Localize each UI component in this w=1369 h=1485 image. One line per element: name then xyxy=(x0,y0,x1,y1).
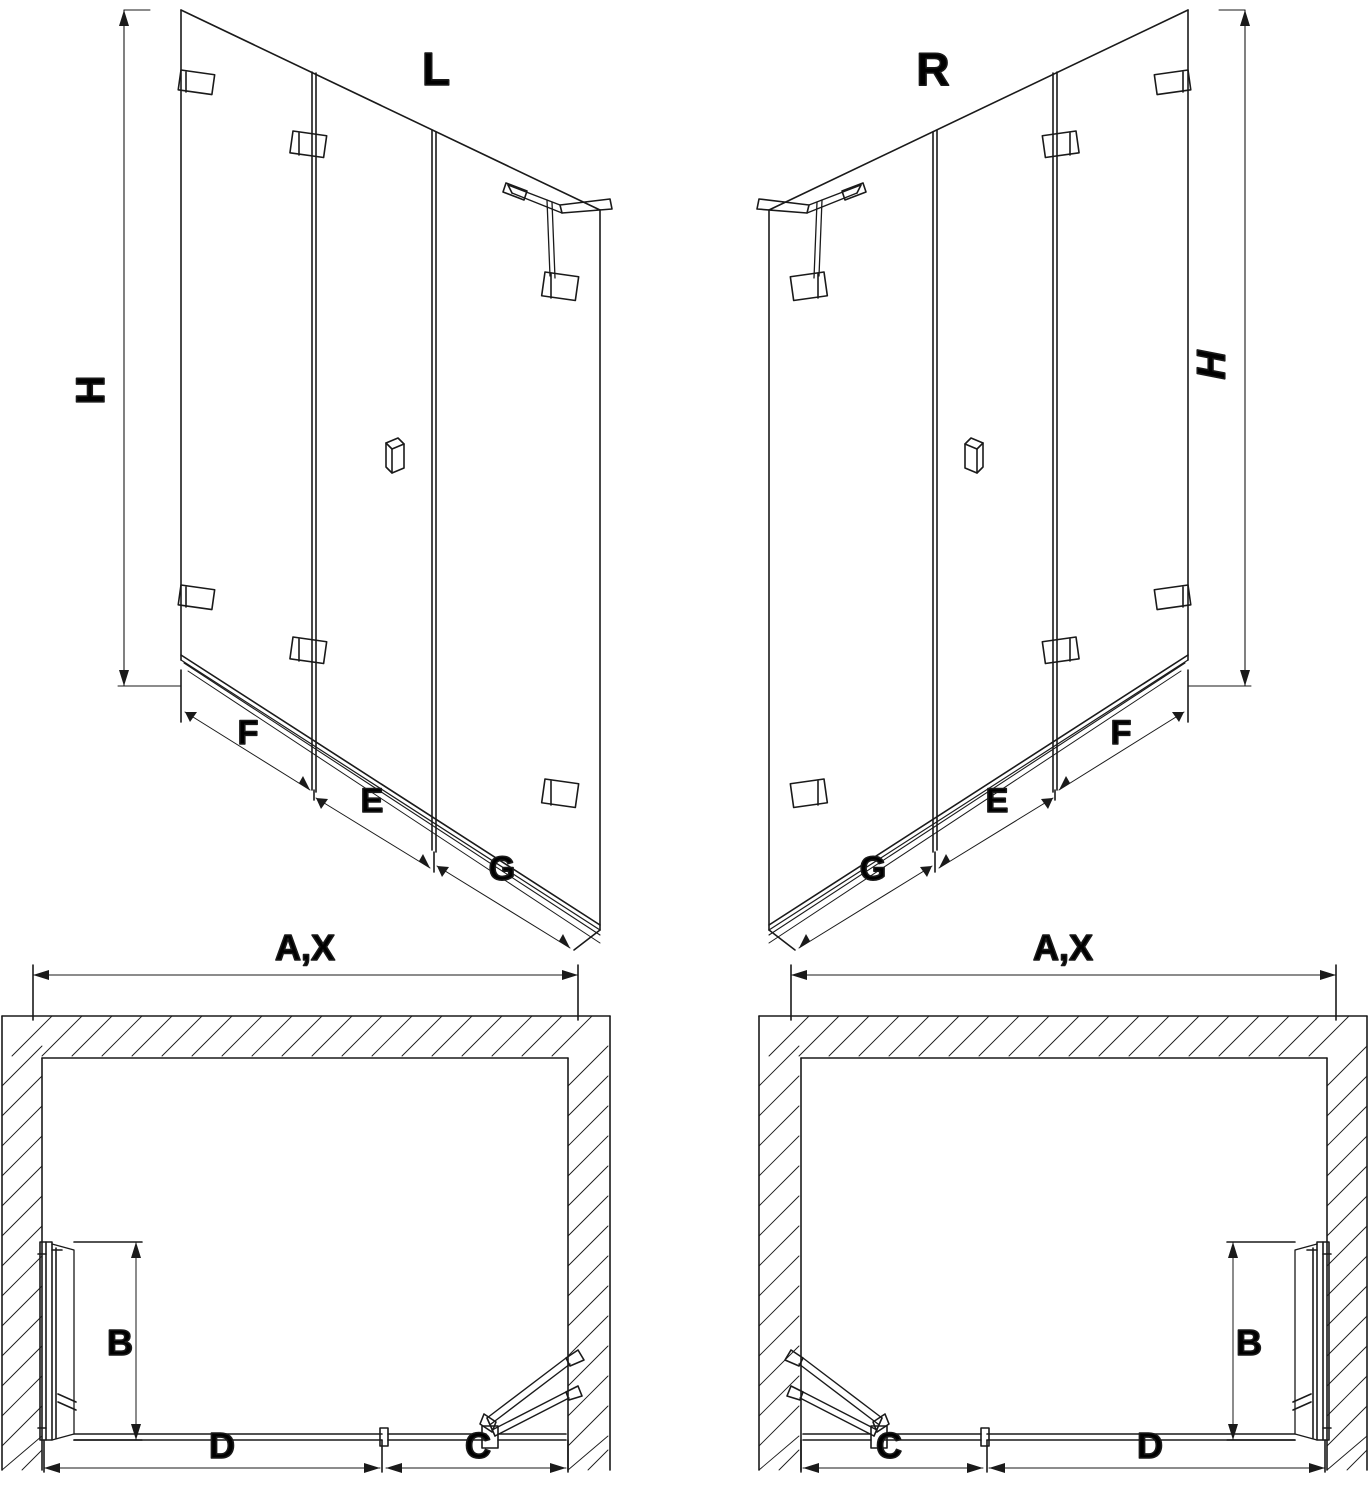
plan-view-left xyxy=(2,927,610,1473)
isometric-view-right xyxy=(757,10,1251,950)
label-panel-e-right: E xyxy=(985,782,1009,820)
label-height-left: H xyxy=(69,375,113,405)
label-seg-d-right: D xyxy=(1137,1425,1163,1466)
plan-view-right xyxy=(759,927,1367,1473)
view-title-left: L xyxy=(421,43,451,95)
label-height-right: H xyxy=(1190,350,1234,380)
label-width-right: A,X xyxy=(1032,927,1094,968)
view-title-right: R xyxy=(916,43,950,95)
label-seg-c-right: C xyxy=(876,1425,902,1466)
label-panel-g-left: G xyxy=(488,850,516,888)
label-panel-e-left: E xyxy=(360,782,384,820)
label-panel-g-right: G xyxy=(859,850,887,888)
label-depth-b-right: B xyxy=(1236,1322,1262,1363)
label-panel-f-left: F xyxy=(237,714,259,752)
label-seg-d-left: D xyxy=(209,1425,235,1466)
label-seg-c-left: C xyxy=(465,1425,491,1466)
label-width-left: A,X xyxy=(274,927,336,968)
label-panel-f-right: F xyxy=(1110,714,1132,752)
isometric-view-left xyxy=(69,10,612,950)
label-depth-b-left: B xyxy=(107,1322,133,1363)
